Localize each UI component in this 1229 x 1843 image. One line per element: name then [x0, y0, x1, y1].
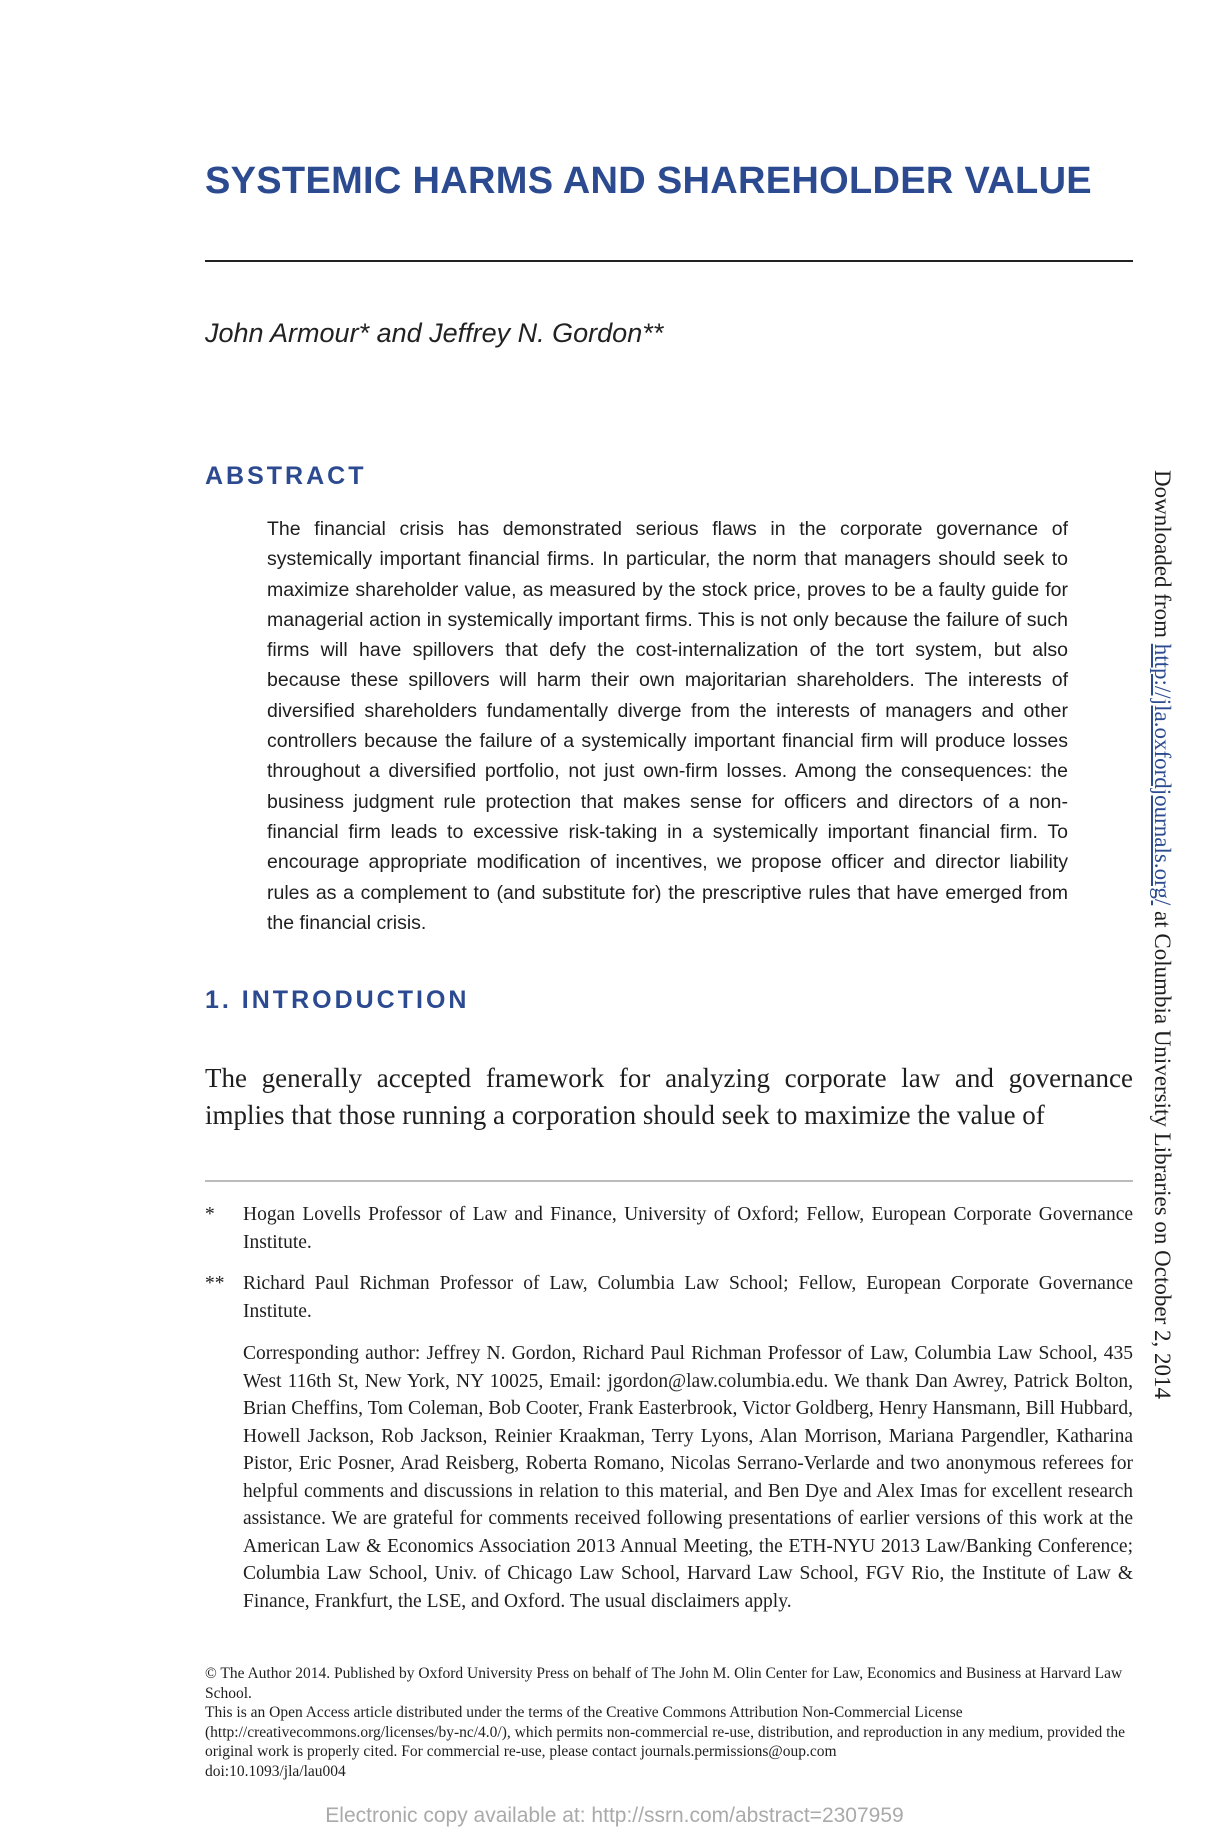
license-line: This is an Open Access article distributed under the terms of the Creative Commons Attribution Non-Commercial License (http://creativecommons.org/licenses/by-nc/4.0/), which permits non-commercial re-use, distribution, and reproduction in any medium, provided the original work is properly cited. For commercial re-use, please contact journals.permissions@oup.com — [205, 1704, 1126, 1760]
paper-title: SYSTEMIC HARMS AND SHAREHOLDER VALUE — [205, 160, 1092, 202]
footnote-mark: ** — [205, 1273, 225, 1294]
footnote-text: Corresponding author: Jeffrey N. Gordon, Richard Paul Richman Professor of Law, Columbia Law School, 435 West 116th St, New York, NY 10025, Email: jgordon@law.columbia.edu. We thank Dan Awrey, Patrick Bolton, Brian Cheffins, Tom Coleman, Bob Cooter, Frank Easterbrook, Victor Goldberg, Henry Hansmann, Bill Hubbard, Howell Jackson, Rob Jackson, Reinier Kraakman, Terry Lyons, Alan Morrison, Mariana Pargendler, Katharina Pistor, Eric Posner, Arad Reisberg, Roberta Romano, Nicolas Serrano-Verlarde and two anonymous referees for helpful comments and discussions in relation to this material, and Ben Dye and Alex Imas for excellent research assistance. We are grateful for comments received following presentations of earlier versions of this work at the American Law & Economics Association 2013 Annual Meeting, the ETH-NYU 2013 Law/Banking Conference; Columbia Law School, Univ. of Chicago Law School, Harvard Law School, FGV Rio, the Institute of Law & Finance, Frankfurt, the LSE, and Oxford. The usual disclaimers apply. — [243, 1343, 1133, 1612]
introduction-heading: 1. INTRODUCTION — [205, 986, 470, 1014]
footnote-divider — [205, 1180, 1133, 1182]
abstract-text: The financial crisis has demonstrated serious flaws in the corporate governance of systemically important financial firms. In particular, the norm that managers should seek to maximize shareholder value, as measured by the stock price, proves to be a faulty guide for managerial action in systemically important firms. This is not only because the failure of such firms will have spillovers that defy the cost-internalization of the tort system, but also because these spillovers will harm their own majoritarian shareholders. The interests of diversified shareholders fundamentally diverge from the interests of managers and other controllers because the failure of a systemically important financial firm will produce losses throughout a diversified portfolio, not just own-firm losses. Among the consequences: the business judgment rule protection that makes sense for officers and directors of a non-financial firm leads to excessive risk-taking in a systemically important financial firm. To encourage appropriate modification of incentives, we propose officer and director liability rules as a complement to (and substitute for) the prescriptive rules that have emerged from the financial crisis. — [267, 518, 1068, 934]
ssrn-footer: Electronic copy available at: http://ssrn.com/abstract=2307959 — [325, 1804, 904, 1827]
journal-link[interactable]: http://jla.oxfordjournals.org/ — [1150, 643, 1175, 906]
abstract-heading: ABSTRACT — [205, 462, 367, 490]
footnote-text: Hogan Lovells Professor of Law and Finance, University of Oxford; Fellow, European Corporate Governance Institute. — [243, 1204, 1133, 1253]
footnote-corresponding-author — [205, 1340, 1133, 1615]
download-stamp — [1149, 470, 1175, 1399]
download-stamp-prefix: Downloaded from — [1150, 470, 1175, 644]
introduction-text: The generally accepted framework for analyzing corporate law and governance implies that those running a corporation should seek to maximize the value of — [205, 1063, 1133, 1130]
footnote-mark: * — [205, 1204, 215, 1225]
authors: John Armour* and Jeffrey N. Gordon** — [205, 318, 664, 348]
copyright-line: © The Author 2014. Published by Oxford University Press on behalf of The John M. Olin Center for Law, Economics and Business at Harvard Law School. — [205, 1665, 1123, 1702]
doi-line: doi:10.1093/jla/lau004 — [205, 1762, 346, 1780]
footnote-text: Richard Paul Richman Professor of Law, Columbia Law School; Fellow, European Corporate Governance Institute. — [243, 1273, 1133, 1322]
footnote-gordon — [205, 1270, 1133, 1325]
download-stamp-suffix: at Columbia University Libraries on October 2, 2014 — [1150, 905, 1175, 1400]
copyright-notice — [205, 1664, 1133, 1781]
footnote-armour — [205, 1201, 1133, 1256]
title-divider — [205, 260, 1133, 262]
